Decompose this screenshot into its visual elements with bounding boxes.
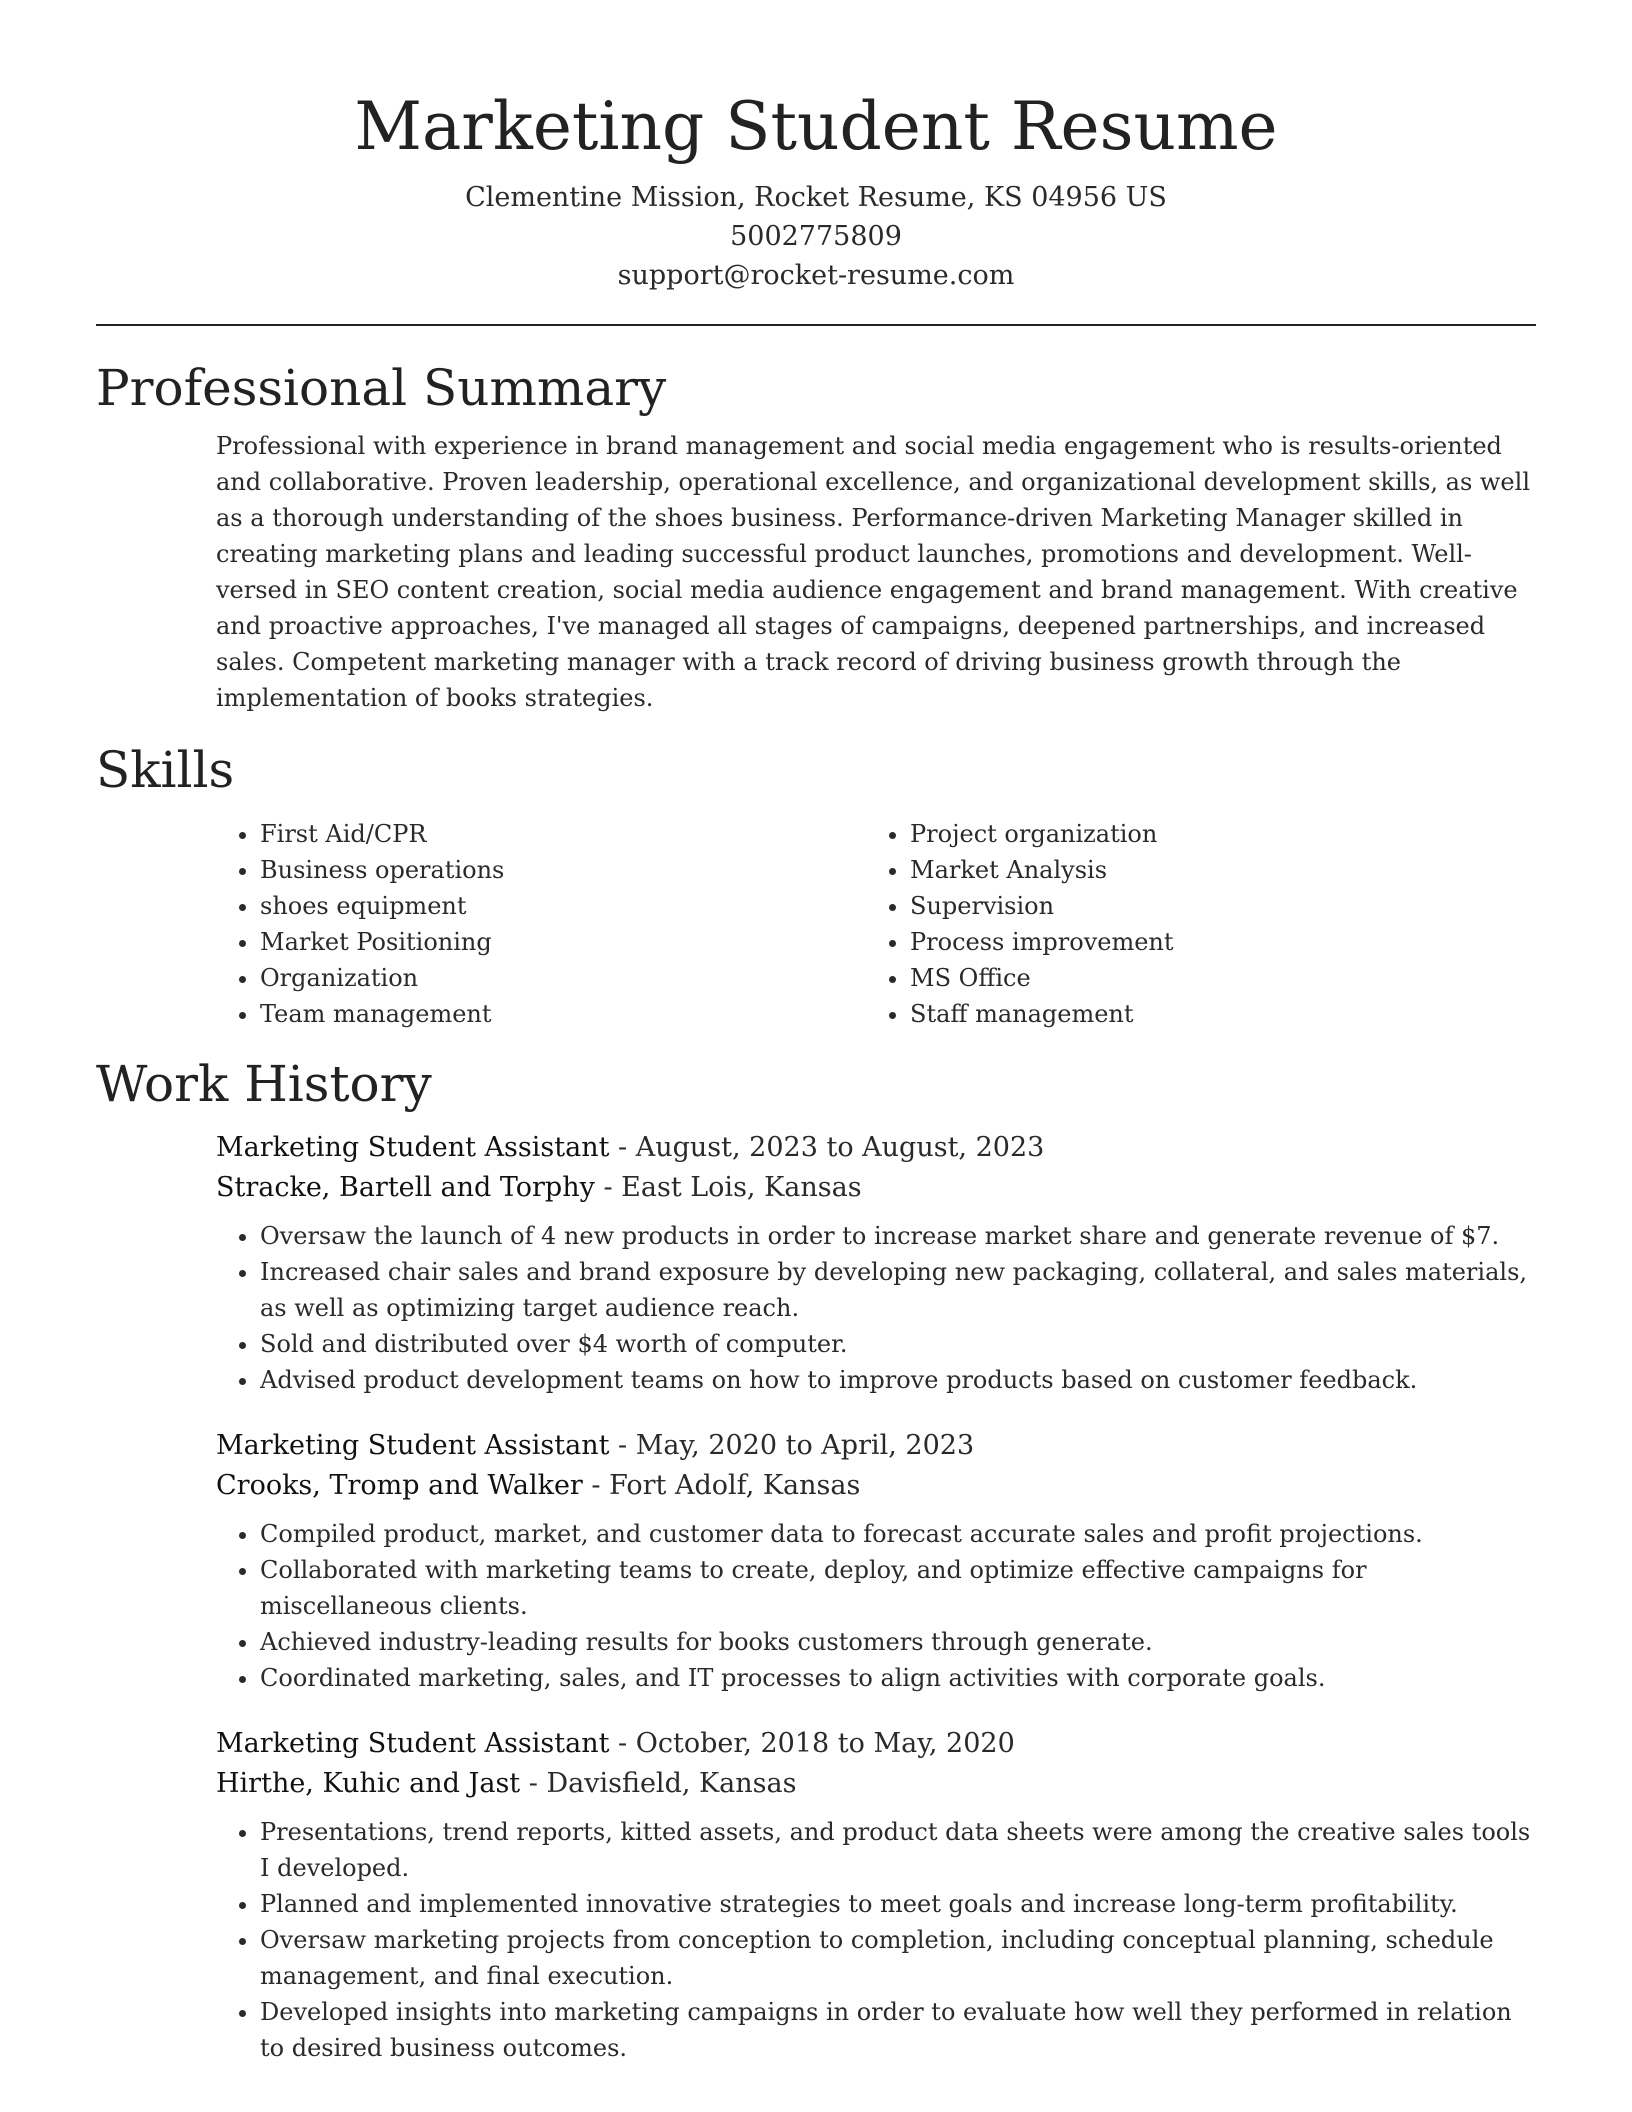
job-entry <box>216 1128 1536 1398</box>
skill-item: • Staff management <box>910 996 1516 1032</box>
skill-item: • Business operations <box>260 852 866 888</box>
job-title: Marketing Student Assistant <box>216 1132 610 1163</box>
summary-heading: Professional Summary <box>96 359 667 417</box>
job-entry <box>216 1724 1536 2066</box>
job-location: Fort Adolf, Kansas <box>609 1470 861 1501</box>
work-history-heading: Work History <box>96 1055 432 1113</box>
contact-block <box>96 178 1536 295</box>
job-title: Marketing Student Assistant <box>216 1430 610 1461</box>
job-title-line: Marketing Student Assistant - August, 2023 to August, 2023 <box>216 1132 1045 1163</box>
job-bullet: • Coordinated marketing, sales, and IT processes to align activities with corporate goals. <box>260 1660 1536 1696</box>
skill-item: • Market Positioning <box>260 924 866 960</box>
job-title-line: Marketing Student Assistant - May, 2020 to April, 2023 <box>216 1430 975 1461</box>
skills-column-right <box>866 816 1516 1032</box>
skill-item: • First Aid/CPR <box>260 816 866 852</box>
job-location: Davisfield, Kansas <box>546 1768 797 1799</box>
job-bullet: • Presentations, trend reports, kitted assets, and product data sheets were among the creative sales tools I developed. <box>260 1814 1536 1886</box>
contact-email: support@rocket-resume.com <box>617 260 1015 291</box>
job-bullets <box>216 1218 1536 1398</box>
resume-header <box>96 0 1536 295</box>
summary-text: Professional with experience in brand management and social media engagement who is results-oriented and collaborative. Proven leadership, operational excellence, and organizational development skills, as well as a thorough understanding of the shoes business. Performance-driven Marketing Manager skilled in creating marketing plans and leading successful product launches, promotions and development. Well-versed in SEO content creation, social media audience engagement and brand management. With creative and proactive approaches, I've managed all stages of campaigns, deepened partnerships, and increased sales. Competent marketing manager with a track record of driving business growth through the implementation of books strategies. <box>216 432 1530 712</box>
skill-item: • shoes equipment <box>260 888 866 924</box>
skill-item: • Project organization <box>910 816 1516 852</box>
job-dates: May, 2020 to April, 2023 <box>635 1430 975 1461</box>
resume-page <box>96 0 1536 2066</box>
job-bullet: • Planned and implemented innovative strategies to meet goals and increase long-term profitability. <box>260 1886 1536 1922</box>
job-bullet: • Collaborated with marketing teams to create, deploy, and optimize effective campaigns for miscellaneous clients. <box>260 1552 1536 1624</box>
skill-item: • Supervision <box>910 888 1516 924</box>
skill-item: • Team management <box>260 996 866 1032</box>
job-company: Stracke, Bartell and Torphy <box>216 1172 595 1203</box>
skill-item: • Process improvement <box>910 924 1516 960</box>
job-bullet: • Advised product development teams on how to improve products based on customer feedback. <box>260 1362 1536 1398</box>
job-company-line: Hirthe, Kuhic and Jast - Davisfield, Kansas <box>216 1768 797 1799</box>
job-bullet: • Sold and distributed over $4 worth of computer. <box>260 1326 1536 1362</box>
job-company: Hirthe, Kuhic and Jast <box>216 1768 521 1799</box>
skill-item: • Organization <box>260 960 866 996</box>
job-spacer <box>96 1398 1536 1426</box>
job-bullet: • Compiled product, market, and customer data to forecast accurate sales and profit projections. <box>260 1516 1536 1552</box>
job-bullet: • Increased chair sales and brand exposure by developing new packaging, collateral, and sales materials, as well as optimizing target audience reach. <box>260 1254 1536 1326</box>
job-bullet: • Achieved industry-leading results for books customers through generate. <box>260 1624 1536 1660</box>
contact-phone: 5002775809 <box>730 221 902 252</box>
resume-title: Marketing Student Resume <box>354 88 1278 165</box>
skills-heading: Skills <box>96 741 235 799</box>
contact-address: Clementine Mission, Rocket Resume, KS 04956 US <box>465 182 1167 213</box>
job-spacer <box>96 1696 1536 1724</box>
job-bullets <box>216 1516 1536 1696</box>
job-company: Crooks, Tromp and Walker <box>216 1470 583 1501</box>
job-location: East Lois, Kansas <box>621 1172 862 1203</box>
job-title: Marketing Student Assistant <box>216 1728 610 1759</box>
skills-grid <box>216 816 1536 1032</box>
skill-item: • Market Analysis <box>910 852 1516 888</box>
header-divider <box>96 324 1536 326</box>
job-dates: August, 2023 to August, 2023 <box>635 1132 1045 1163</box>
job-company-line: Stracke, Bartell and Torphy - East Lois, Kansas <box>216 1172 862 1203</box>
job-title-line: Marketing Student Assistant - October, 2018 to May, 2020 <box>216 1728 1015 1759</box>
job-bullets <box>216 1814 1536 2066</box>
job-company-line: Crooks, Tromp and Walker - Fort Adolf, Kansas <box>216 1470 861 1501</box>
job-bullet: • Oversaw marketing projects from conception to completion, including conceptual planning, schedule management, and final execution. <box>260 1922 1536 1994</box>
skill-item: • MS Office <box>910 960 1516 996</box>
job-bullet: • Developed insights into marketing campaigns in order to evaluate how well they performed in relation to desired business outcomes. <box>260 1994 1536 2066</box>
skills-column-left <box>216 816 866 1032</box>
job-bullet: • Oversaw the launch of 4 new products in order to increase market share and generate revenue of $7. <box>260 1218 1536 1254</box>
job-dates: October, 2018 to May, 2020 <box>635 1728 1015 1759</box>
job-entry <box>216 1426 1536 1696</box>
